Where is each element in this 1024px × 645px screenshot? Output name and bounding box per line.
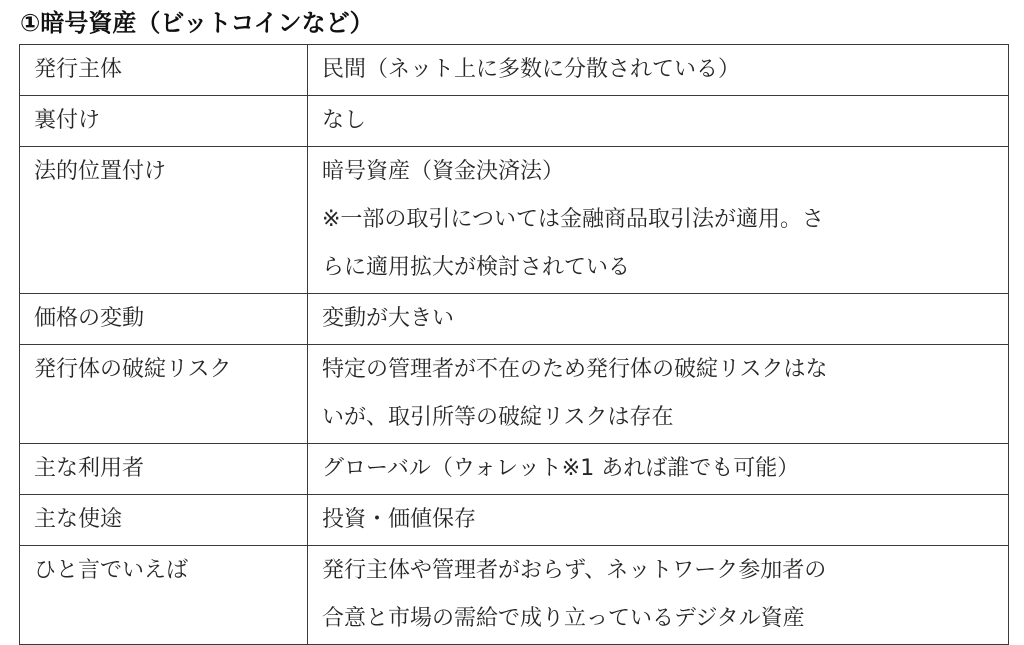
value-line: 合意と市場の需給で成り立っているデジタル資産 (322, 606, 805, 631)
value-line: 特定の管理者が不在のため発行体の破綻リスクはな (322, 357, 828, 382)
value-line: 民間（ネット上に多数に分散されている） (322, 57, 741, 82)
row-value (308, 96, 1009, 147)
table-row (20, 444, 1009, 495)
value-line: らに適用拡大が検討されている (322, 255, 631, 280)
value-line: グローバル（ウォレット※1 あれば誰でも可能） (322, 456, 800, 481)
row-label: 主な使途 (20, 495, 308, 546)
row-value (308, 495, 1009, 546)
table-row (20, 294, 1009, 345)
value-line: なし (322, 108, 367, 133)
value-line: 投資・価値保存 (322, 507, 477, 532)
row-value (308, 546, 1009, 645)
table-row (20, 495, 1009, 546)
row-value (308, 345, 1009, 444)
value-line: 発行主体や管理者がおらず、ネットワーク参加者の (322, 558, 827, 583)
value-line: ※一部の取引については金融商品取引法が適用。さ (322, 207, 824, 232)
row-label: ひと言でいえば (20, 546, 308, 645)
row-value (308, 147, 1009, 294)
row-value (308, 294, 1009, 345)
row-label: 発行主体 (20, 45, 308, 96)
row-label: 価格の変動 (20, 294, 308, 345)
row-label: 発行体の破綻リスク (20, 345, 308, 444)
value-line: 暗号資産（資金決済法） (322, 159, 565, 184)
comparison-table (19, 44, 1009, 645)
table-row (20, 147, 1009, 294)
value-line: 変動が大きい (322, 306, 455, 331)
row-label: 主な利用者 (20, 444, 308, 495)
row-label: 裏付け (20, 96, 308, 147)
table-row (20, 96, 1009, 147)
row-value (308, 45, 1009, 96)
value-line: いが、取引所等の破綻リスクは存在 (322, 405, 674, 430)
table-row (20, 345, 1009, 444)
table-row (20, 546, 1009, 645)
section-heading: ①暗号資産（ビットコインなど） (20, 9, 374, 37)
table-row (20, 45, 1009, 96)
row-value (308, 444, 1009, 495)
row-label: 法的位置付け (20, 147, 308, 294)
